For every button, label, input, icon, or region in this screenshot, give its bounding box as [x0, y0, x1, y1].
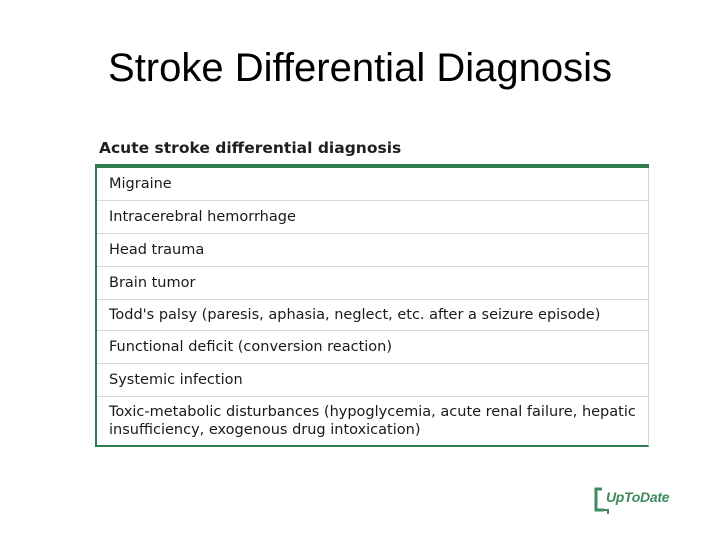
slide-title: Stroke Differential Diagnosis [108, 46, 612, 90]
table-body [95, 168, 649, 447]
table-row-migraine: Migraine [97, 168, 648, 201]
table-row-head-trauma: Head trauma [97, 234, 648, 267]
table-row-toxic-metabolic: Toxic-metabolic disturbances (hypoglycemia, acute renal failure, hepatic insufficiency, exogenous drug intoxication) [109, 404, 636, 438]
table-row-systemic-infection: Systemic infection [97, 364, 648, 397]
differential-diagnosis-table [95, 134, 649, 447]
table-row-functional-deficit: Functional deficit (conversion reaction) [97, 331, 648, 364]
table-row-todds-palsy: Todd's palsy (paresis, aphasia, neglect, etc. after a seizure episode) [97, 300, 648, 331]
table-row-brain-tumor: Brain tumor [97, 267, 648, 300]
logo-text: UpToDate [606, 489, 670, 505]
uptodate-logo [592, 486, 676, 514]
table-caption: Acute stroke differential diagnosis [99, 139, 402, 157]
table-row-intracerebral-hemorrhage: Intracerebral hemorrhage [97, 201, 648, 234]
